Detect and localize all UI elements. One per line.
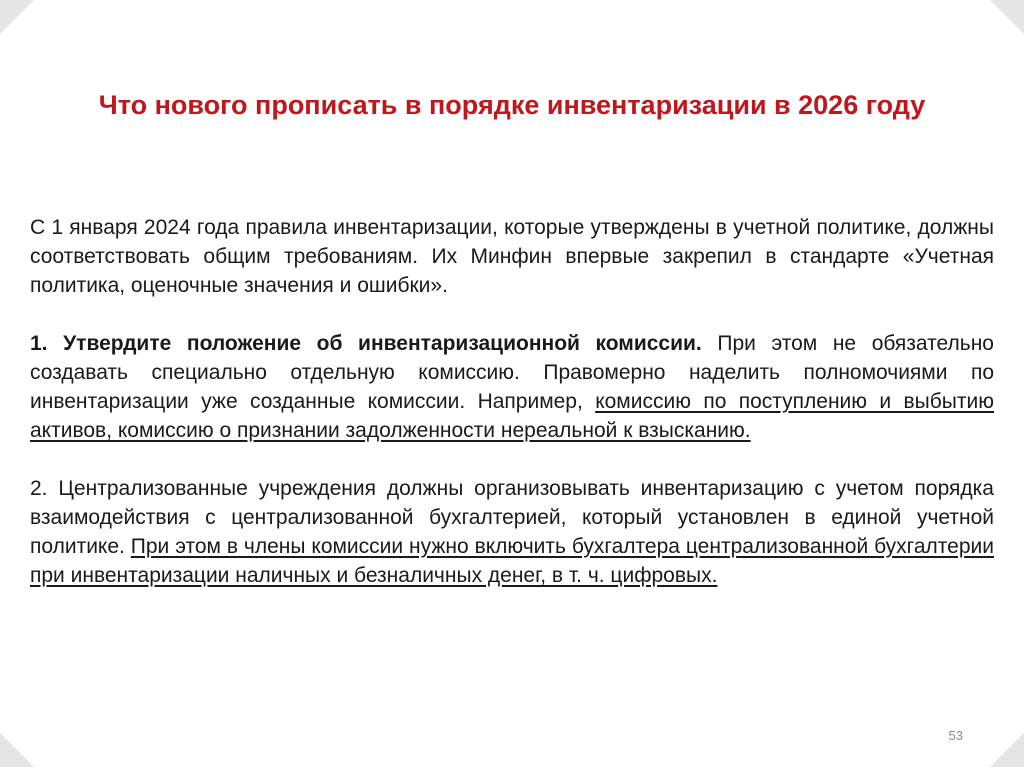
- point-1-heading: 1. Утвердите положение об инвентаризационной комиссии.: [30, 332, 702, 355]
- point-1-text: При этом не обязательно создавать специально отдельную комиссию. Правомерно наделить полномочиями по инвентаризации уже созданные комиссии. Например,: [30, 332, 994, 413]
- corner-decoration-bottom-right: [990, 733, 1024, 767]
- point-2-underlined-text: При этом в члены комиссии нужно включить бухгалтера централизованной бухгалтерии при инвентаризации наличных и безналичных денег, в т. ч. цифровых.: [30, 535, 994, 587]
- corner-decoration-top-right: [990, 0, 1024, 34]
- paragraph-spacer: [30, 445, 994, 474]
- intro-paragraph: С 1 января 2024 года правила инвентаризации, которые утверждены в учетной политике, должны соответствовать общим требованиям. Их Минфин впервые закрепил в стандарте «Учетная политика, оценочные значения и ошибки».: [30, 216, 994, 297]
- corner-decoration-top-left: [0, 0, 34, 34]
- paragraph-spacer: [30, 300, 994, 329]
- point-2-paragraph: [30, 474, 994, 590]
- point-2-text: 2. Централизованные учреждения должны организовывать инвентаризацию с учетом порядка взаимодействия с централизованной бухгалтерией, который установлен в единой учетной политике.: [30, 477, 994, 558]
- point-1-underlined-text: комиссию по поступлению и выбытию активов, комиссию о признании задолженности нереальной к взысканию.: [30, 390, 994, 442]
- slide-number: 53: [948, 728, 963, 743]
- corner-decoration-bottom-left: [0, 733, 34, 767]
- slide-body: [30, 213, 994, 590]
- slide-title: Что нового прописать в порядке инвентаризации в 2026 году: [98, 90, 926, 120]
- point-1-paragraph: [30, 329, 994, 445]
